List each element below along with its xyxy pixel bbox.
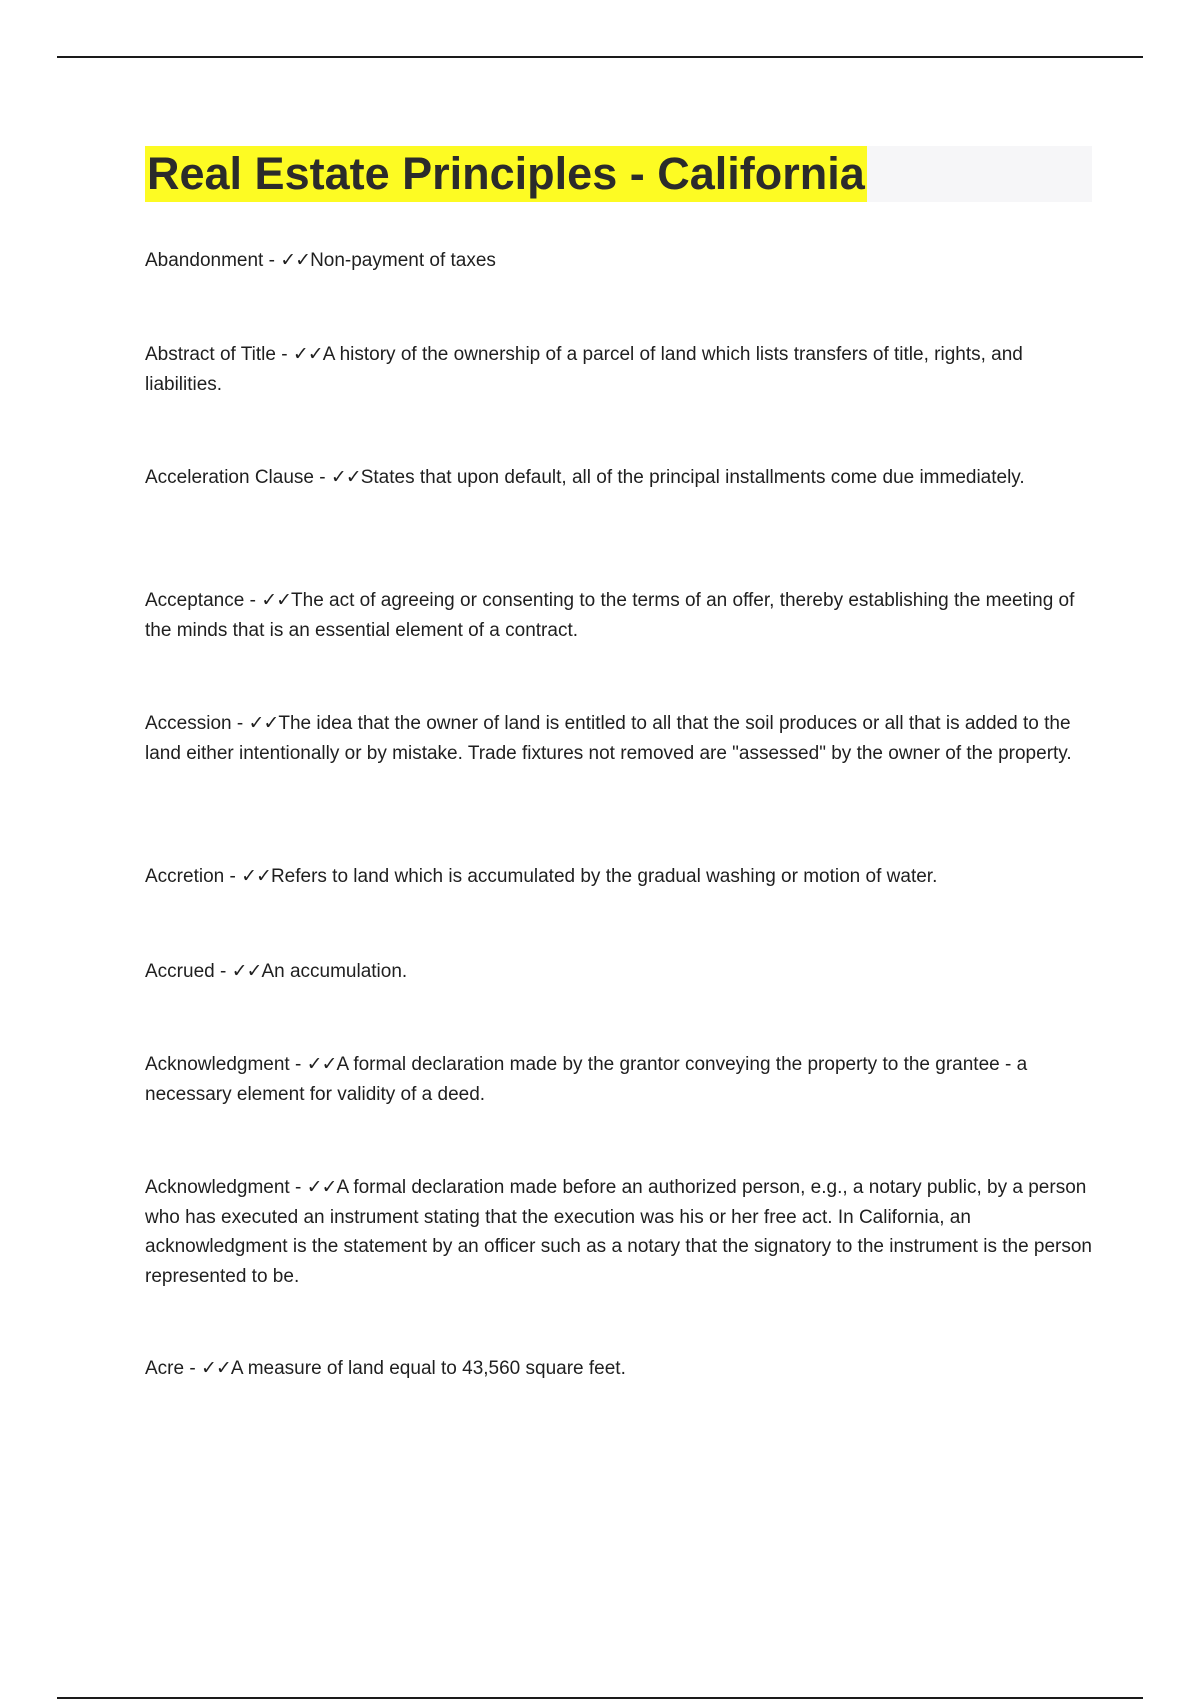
double-check-icon: ✓✓ <box>292 344 323 365</box>
glossary-entry <box>145 463 1095 493</box>
double-check-icon: ✓✓ <box>231 961 262 982</box>
entry-term: Acknowledgment <box>145 1177 290 1198</box>
entry-term: Abandonment <box>145 250 264 271</box>
entry-separator: - <box>275 344 293 365</box>
entry-definition: An accumulation. <box>261 961 408 982</box>
entry-separator: - <box>224 866 242 887</box>
entry-definition: Non-payment of taxes <box>310 250 496 271</box>
entry-term: Abstract of Title <box>145 344 276 365</box>
double-check-icon: ✓✓ <box>280 250 311 271</box>
entry-separator: - <box>184 1358 201 1379</box>
entry-definition: A measure of land equal to 43,560 square feet. <box>230 1358 626 1379</box>
entry-definition: A formal declaration made by the grantor conveying the property to the grantee - a necessary element for validity of a deed. <box>145 1054 1028 1105</box>
double-check-icon: ✓✓ <box>330 467 361 488</box>
glossary-entry <box>145 586 1095 645</box>
entry-definition: A formal declaration made before an authorized person, e.g., a notary public, by a person who has executed an instrument stating that the execution was his or her free act. In California, an acknowledgment is the statement by an officer such as a notary that the signatory to the instrument is the person represented to be. <box>145 1177 1093 1287</box>
glossary-entry <box>145 862 1095 892</box>
entry-separator: - <box>263 250 281 271</box>
double-check-icon: ✓✓ <box>200 1358 231 1379</box>
top-rule <box>57 56 1143 58</box>
entry-separator: - <box>289 1177 307 1198</box>
entry-term: Accrued <box>145 961 215 982</box>
double-check-icon: ✓✓ <box>241 866 271 887</box>
page-title: Real Estate Principles - California <box>145 146 867 202</box>
entry-term: Acceleration Clause <box>145 467 314 488</box>
double-check-icon: ✓✓ <box>248 713 279 734</box>
glossary-entry <box>145 1354 1095 1384</box>
glossary-entry <box>145 340 1095 399</box>
entry-definition: The idea that the owner of land is entitled to all that the soil produces or all that is added to the land either intentionally or by mistake. Trade fixtures not removed are "assessed" by the owner of the property. <box>145 713 1072 764</box>
entry-definition: The act of agreeing or consenting to the terms of an offer, thereby establishing the meeting of the minds that is an essential element of a contract. <box>145 590 1075 641</box>
entry-separator: - <box>214 961 232 982</box>
glossary-entry <box>145 1050 1095 1109</box>
entry-definition: A history of the ownership of a parcel of land which lists transfers of title, rights, and liabilities. <box>145 344 1023 395</box>
entry-definition: Refers to land which is accumulated by the gradual washing or motion of water. <box>270 866 938 887</box>
glossary-entry <box>145 957 1095 987</box>
entry-term: Accession <box>145 713 232 734</box>
double-check-icon: ✓✓ <box>306 1177 337 1198</box>
entry-term: Acceptance <box>145 590 245 611</box>
glossary-entry <box>145 246 1095 276</box>
entry-separator: - <box>231 713 249 734</box>
double-check-icon: ✓✓ <box>261 590 292 611</box>
entry-separator: - <box>313 467 331 488</box>
entry-term: Acknowledgment <box>145 1054 290 1075</box>
entry-term: Acre <box>145 1358 185 1379</box>
entry-separator: - <box>289 1054 307 1075</box>
bottom-rule <box>57 1697 1143 1699</box>
entry-definition: States that upon default, all of the principal installments come due immediately. <box>360 467 1025 488</box>
entry-term: Accretion <box>145 866 225 887</box>
glossary-entry <box>145 709 1095 768</box>
double-check-icon: ✓✓ <box>306 1054 337 1075</box>
glossary-entry <box>145 1173 1095 1291</box>
entry-separator: - <box>244 590 262 611</box>
